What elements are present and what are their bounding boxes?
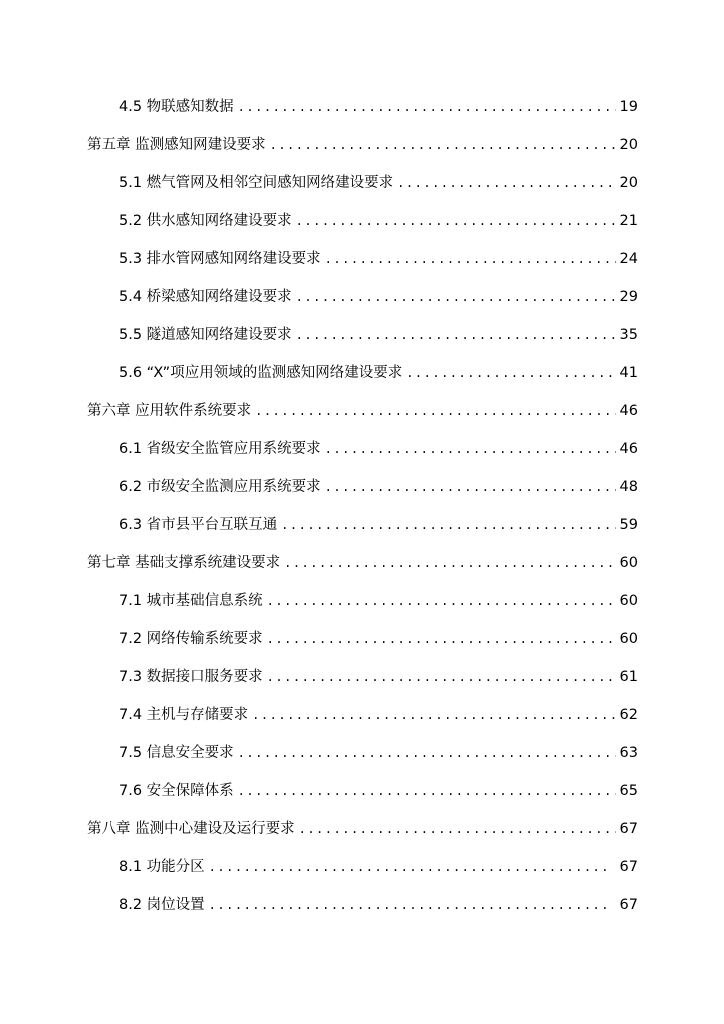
toc-page-number: 20 (619, 137, 638, 153)
toc-entry-5-1[interactable] (87, 169, 638, 207)
toc-leader-dots (255, 397, 615, 425)
toc-leader-dots (267, 625, 616, 653)
toc-entry-8-1[interactable] (87, 853, 638, 891)
toc-leader-dots (284, 549, 615, 577)
toc-page-number: 67 (619, 859, 638, 875)
toc-leader-dots (270, 131, 616, 159)
toc-leader-dots (325, 435, 616, 463)
toc-entry-6-3[interactable] (87, 511, 638, 549)
toc-entry-6-2[interactable] (87, 473, 638, 511)
toc-entry-label: 6.3 省市县平台互联互通 (119, 517, 278, 533)
toc-entry-label: 第八章 监测中心建设及运行要求 (87, 821, 295, 837)
toc-entry-4-5[interactable] (87, 93, 638, 131)
toc-page-number: 35 (619, 327, 638, 343)
toc-entry-label: 4.5 物联感知数据 (119, 99, 234, 115)
toc-leader-dots (267, 587, 616, 615)
toc-page-number: 63 (619, 745, 638, 761)
toc-leader-dots (209, 853, 610, 881)
toc-entry-label: 5.1 燃气管网及相邻空间感知网络建设要求 (119, 175, 394, 191)
toc-page-number: 46 (619, 441, 638, 457)
toc-leader-dots (209, 891, 610, 919)
toc-entry-5-5[interactable] (87, 321, 638, 359)
toc-leader-dots (252, 701, 615, 729)
toc-leader-dots (238, 739, 616, 767)
toc-leader-dots (296, 321, 616, 349)
toc-entry-label: 5.2 供水感知网络建设要求 (119, 213, 292, 229)
toc-entry-7-1[interactable] (87, 587, 638, 625)
toc-entry-7-3[interactable] (87, 663, 638, 701)
toc-page-number: 46 (619, 403, 638, 419)
toc-page-number: 24 (619, 251, 638, 267)
toc-entry-6-1[interactable] (87, 435, 638, 473)
toc-page-number: 60 (619, 631, 638, 647)
toc-leader-dots (238, 777, 616, 805)
toc-page-number: 21 (619, 213, 638, 229)
toc-page-number: 19 (619, 99, 638, 115)
toc-leader-dots (281, 511, 615, 539)
toc-entry-label: 第七章 基础支撑系统建设要求 (87, 555, 281, 571)
toc-leader-dots (267, 663, 616, 691)
toc-entry-7-2[interactable] (87, 625, 638, 663)
toc-entry-label: 7.1 城市基础信息系统 (119, 593, 263, 609)
toc-entry-5-4[interactable] (87, 283, 638, 321)
toc-page-number: 60 (619, 593, 638, 609)
toc-page-number: 41 (619, 365, 638, 381)
toc-entry-label: 7.4 主机与存储要求 (119, 707, 249, 723)
toc-page-number: 29 (619, 289, 638, 305)
toc-entry-5-3[interactable] (87, 245, 638, 283)
toc-entry-label: 6.1 省级安全监管应用系统要求 (119, 441, 321, 457)
toc-leader-dots (238, 93, 616, 121)
toc-entry-label: 7.2 网络传输系统要求 (119, 631, 263, 647)
toc-page-number: 20 (619, 175, 638, 191)
toc-entry-8-2[interactable] (87, 891, 638, 929)
toc-entry-chapter-7[interactable] (87, 549, 638, 587)
toc-entry-chapter-5[interactable] (87, 131, 638, 169)
toc-leader-dots (296, 207, 616, 235)
toc-entry-label: 第六章 应用软件系统要求 (87, 403, 252, 419)
toc-entry-label: 5.5 隧道感知网络建设要求 (119, 327, 292, 343)
toc-entry-5-2[interactable] (87, 207, 638, 245)
toc-leader-dots (296, 283, 616, 311)
toc-entry-label: 5.4 桥梁感知网络建设要求 (119, 289, 292, 305)
toc-entry-label: 7.3 数据接口服务要求 (119, 669, 263, 685)
toc-entry-label: 第五章 监测感知网建设要求 (87, 137, 266, 153)
toc-leader-dots (299, 815, 616, 843)
toc-entry-label: 8.1 功能分区 (119, 859, 205, 875)
table-of-contents (87, 93, 638, 929)
toc-entry-label: 8.2 岗位设置 (119, 897, 205, 913)
toc-leader-dots (325, 245, 616, 273)
toc-entry-7-5[interactable] (87, 739, 638, 777)
toc-leader-dots (325, 473, 616, 501)
toc-entry-7-4[interactable] (87, 701, 638, 739)
toc-page-number: 61 (619, 669, 638, 685)
toc-page-number: 67 (619, 897, 638, 913)
toc-page-number: 59 (619, 517, 638, 533)
toc-leader-dots (406, 359, 615, 387)
toc-entry-label: 7.5 信息安全要求 (119, 745, 234, 761)
toc-page-number: 48 (619, 479, 638, 495)
toc-entry-label: 5.3 排水管网感知网络建设要求 (119, 251, 321, 267)
toc-page-number: 60 (619, 555, 638, 571)
toc-entry-7-6[interactable] (87, 777, 638, 815)
toc-entry-5-6[interactable] (87, 359, 638, 397)
toc-page-number: 67 (619, 821, 638, 837)
toc-entry-chapter-8[interactable] (87, 815, 638, 853)
toc-page-number: 65 (619, 783, 638, 799)
toc-page-number: 62 (619, 707, 638, 723)
toc-entry-label: 6.2 市级安全监测应用系统要求 (119, 479, 321, 495)
toc-leader-dots (397, 169, 615, 197)
toc-entry-label: 5.6 “X”项应用领域的监测感知网络建设要求 (119, 365, 403, 381)
toc-entry-label: 7.6 安全保障体系 (119, 783, 234, 799)
toc-entry-chapter-6[interactable] (87, 397, 638, 435)
